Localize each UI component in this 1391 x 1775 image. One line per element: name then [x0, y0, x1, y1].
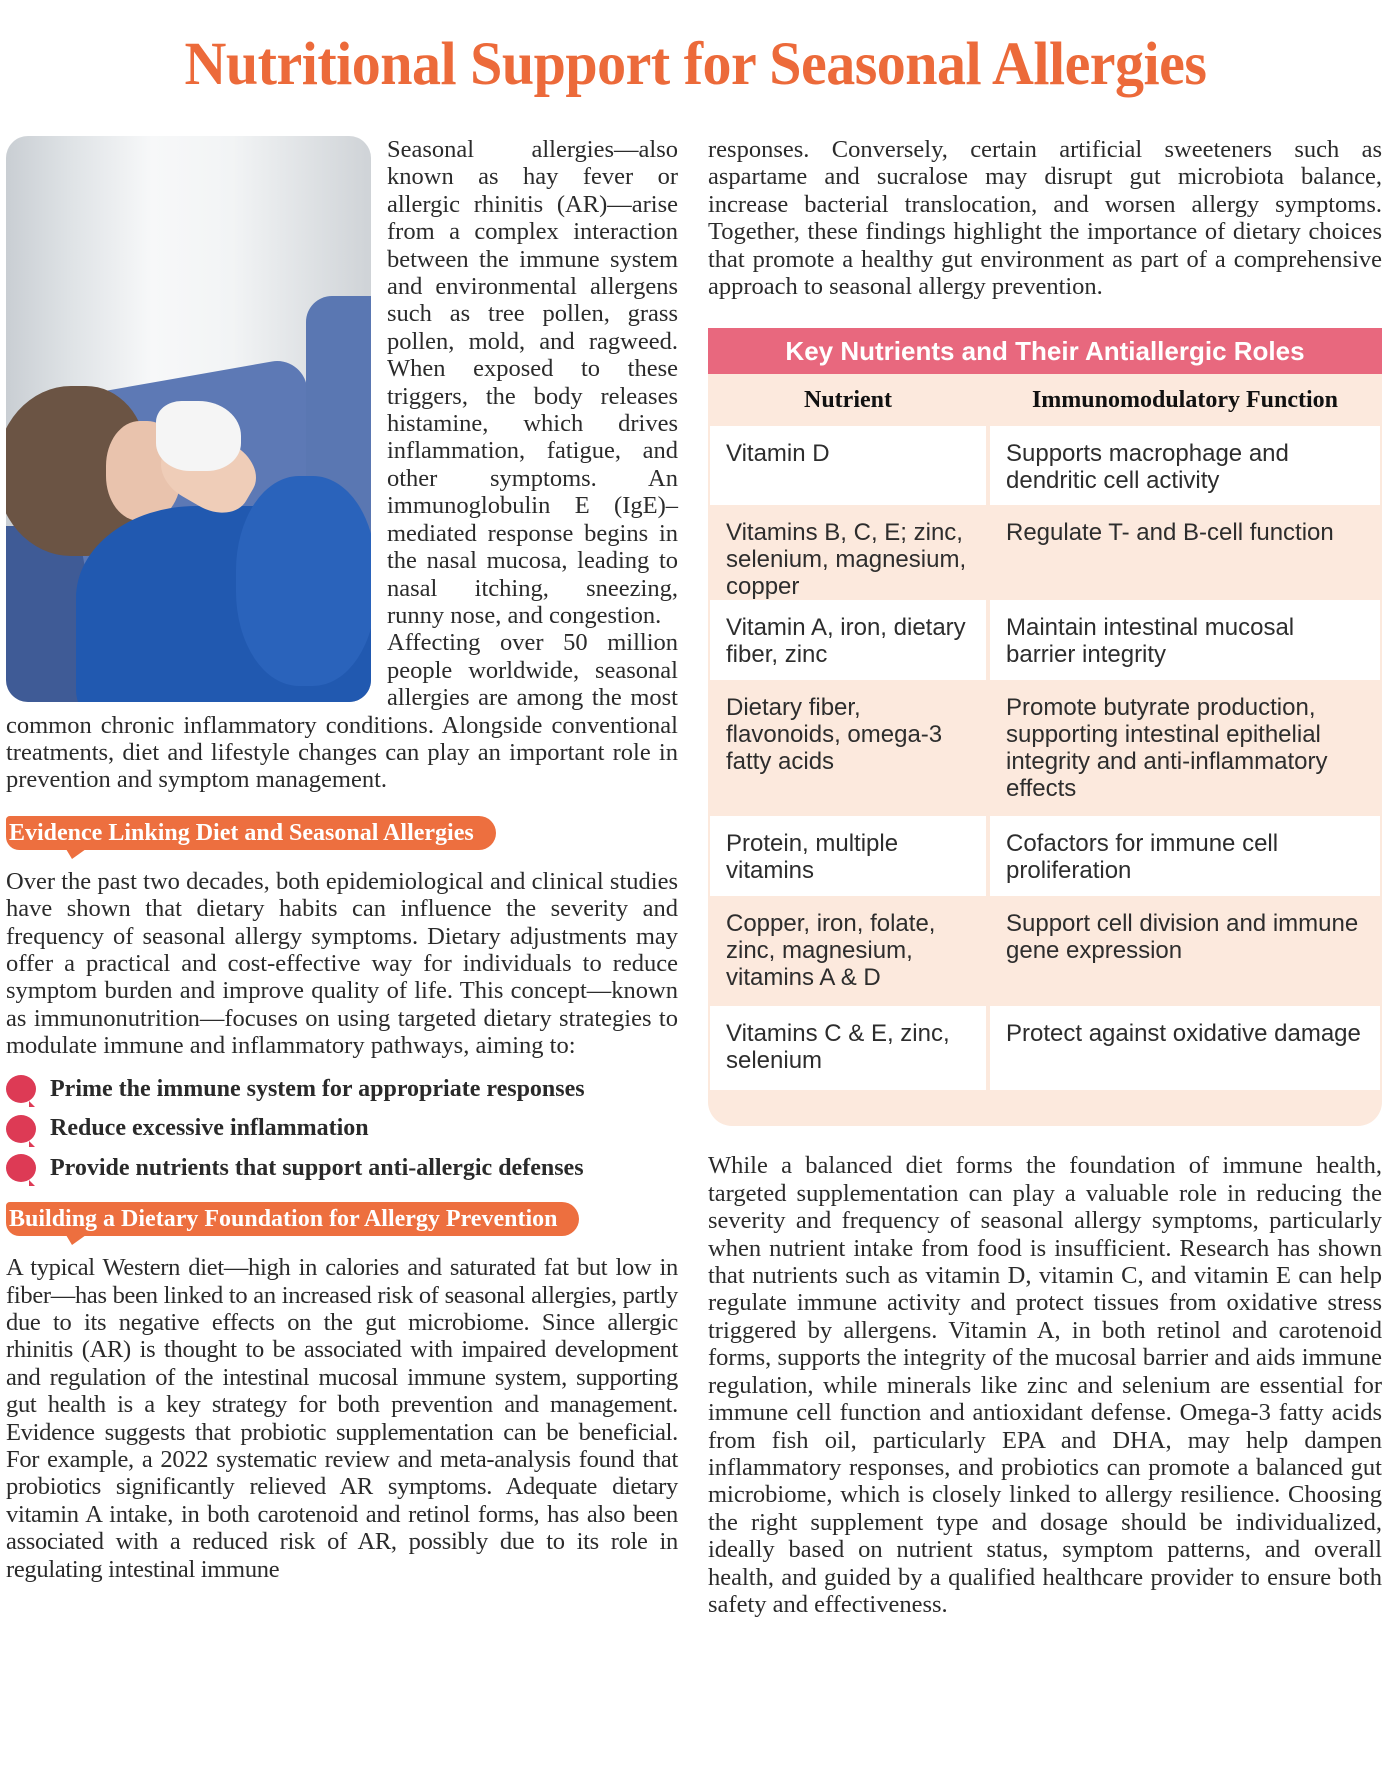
table-title: Key Nutrients and Their Antiallergic Roles — [708, 328, 1382, 374]
section-heading-evidence: Evidence Linking Diet and Seasonal Allergies — [6, 816, 496, 850]
nutrients-table — [708, 328, 1382, 1126]
right-column — [708, 136, 1382, 1618]
continued-text: responses. Conversely, certain artificial sweeteners such as aspartame and sucralose may disrupt gut microbiota balance, increase bacterial translocation, and worsen allergy symptoms. Together, these findings highlight the importance of dietary choices that promote a healthy gut environment as part of a comprehensive approach to seasonal allergy prevention. — [708, 136, 1382, 301]
supplementation-text: While a balanced diet forms the foundation of immune health, targeted supplementation can play a valuable role in reducing the severity and frequency of seasonal allergy symptoms, particularly when nutrient intake from food is insufficient. Research has shown that nutrients such as vitamin D, vitamin C, and vitamin E can help regulate immune activity and protect tissues from oxidative stress triggered by allergens. Vitamin A, in both retinol and carotenoid forms, supports the integrity of the mucosal barrier and aids immune regulation, while minerals like zinc and selenium are essential for immune cell function and antioxidant defense. Omega-3 fatty acids from fish oil, particularly EPA and DHA, may help dampen inflammatory responses, and probiotics can promote a balanced gut microbiome, which is closely linked to allergy resilience. Choosing the right supplement type and dosage should be individualized, ideally based on nutrient status, symptom patterns, and overall health, and guided by a qualified healthcare provider to ensure both safety and effectiveness. — [708, 1152, 1382, 1618]
table-row: Vitamins C & E, zinc, selenium Protect against oxidative damage — [710, 1006, 1380, 1090]
speech-bubble-bullet-icon — [6, 1075, 36, 1103]
table-row: Vitamin A, iron, dietary fiber, zinc Maintain intestinal mucosal barrier integrity — [710, 600, 1380, 680]
speech-bubble-bullet-icon — [6, 1115, 36, 1143]
list-item: Reduce excessive inflammation — [6, 1109, 678, 1149]
evidence-text: Over the past two decades, both epidemiological and clinical studies have shown that dietary habits can influence the severity and frequency of seasonal allergy symptoms. Dietary adjustments may offer a practical and cost-effective way for individuals to reduce symptom burden and improve quality of life. This concept—known as immunonutrition—focuses on using targeted dietary strategies to modulate immune and inflammatory pathways, aiming to: — [6, 867, 678, 1060]
column-header-function: Immunomodulatory Function — [1031, 386, 1339, 413]
section-heading-dietary-foundation: Building a Dietary Foundation for Allergy Prevention — [6, 1202, 579, 1236]
table-row: Vitamins B, C, E; zinc, selenium, magnesium, copper Regulate T- and B-cell function — [710, 505, 1380, 600]
intro-wrapped-text: Seasonal allergies—also known as hay fever or allergic rhinitis (AR)—arise from a complex interaction between the immune system and environmental allergens such as tree pollen, grass pollen, mold, and ragweed. When exposed to these triggers, the body releases histamine, which drives inflammation, fatigue, and other symptoms. An immunoglobulin E (IgE)–mediated response begins in the nasal mucosa, leading to nasal itching, sneezing, runny nose, and congestion. — [387, 136, 678, 629]
speech-bubble-bullet-icon — [6, 1154, 36, 1182]
dietary-foundation-text: A typical Western diet—high in calories and saturated fat but low in fiber—has been linked to an increased risk of seasonal allergies, partly due to its negative effects on the gut microbiome. Since allergic rhinitis (AR) is thought to be associated with impaired development and regulation of the intestinal mucosal immune system, supporting gut health is a key strategy for both prevention and management. Evidence suggests that probiotic supplementation can be beneficial. For example, a 2022 systematic review and meta-analysis found that probiotics significantly relieved AR symptoms. Adequate dietary vitamin A intake, in both carotenoid and retinol forms, has also been associated with a reduced risk of AR, possibly due to its role in regulating intestinal immune — [6, 1254, 678, 1583]
left-column — [6, 136, 678, 1583]
list-item: Prime the immune system for appropriate responses — [6, 1070, 678, 1110]
list-item: Provide nutrients that support anti-allergic defenses — [6, 1149, 678, 1189]
aims-list — [6, 1070, 678, 1189]
table-row: Copper, iron, folate, zinc, magnesium, vitamins A & D Support cell division and immune gene expression — [710, 896, 1380, 1006]
photo-woman-sneezing-icon — [6, 136, 371, 702]
table-row: Vitamin D Supports macrophage and dendritic cell activity — [710, 426, 1380, 505]
column-header-nutrient: Nutrient — [804, 386, 892, 413]
table-row: Dietary fiber, flavonoids, omega-3 fatty acids Promote butyrate production, supporting intestinal epithelial integrity and anti-inflammatory effects — [710, 680, 1380, 816]
page-title: Nutritional Support for Seasonal Allergies — [184, 29, 1207, 98]
table-header — [708, 374, 1382, 426]
table-row: Protein, multiple vitamins Cofactors for immune cell proliferation — [710, 816, 1380, 896]
intro-text: Affecting over 50 million people worldwide, seasonal allergies are among the most common chronic inflammatory conditions. Alongside conventional treatments, diet and lifestyle changes can play an important role in prevention and symptom management. — [6, 629, 678, 794]
